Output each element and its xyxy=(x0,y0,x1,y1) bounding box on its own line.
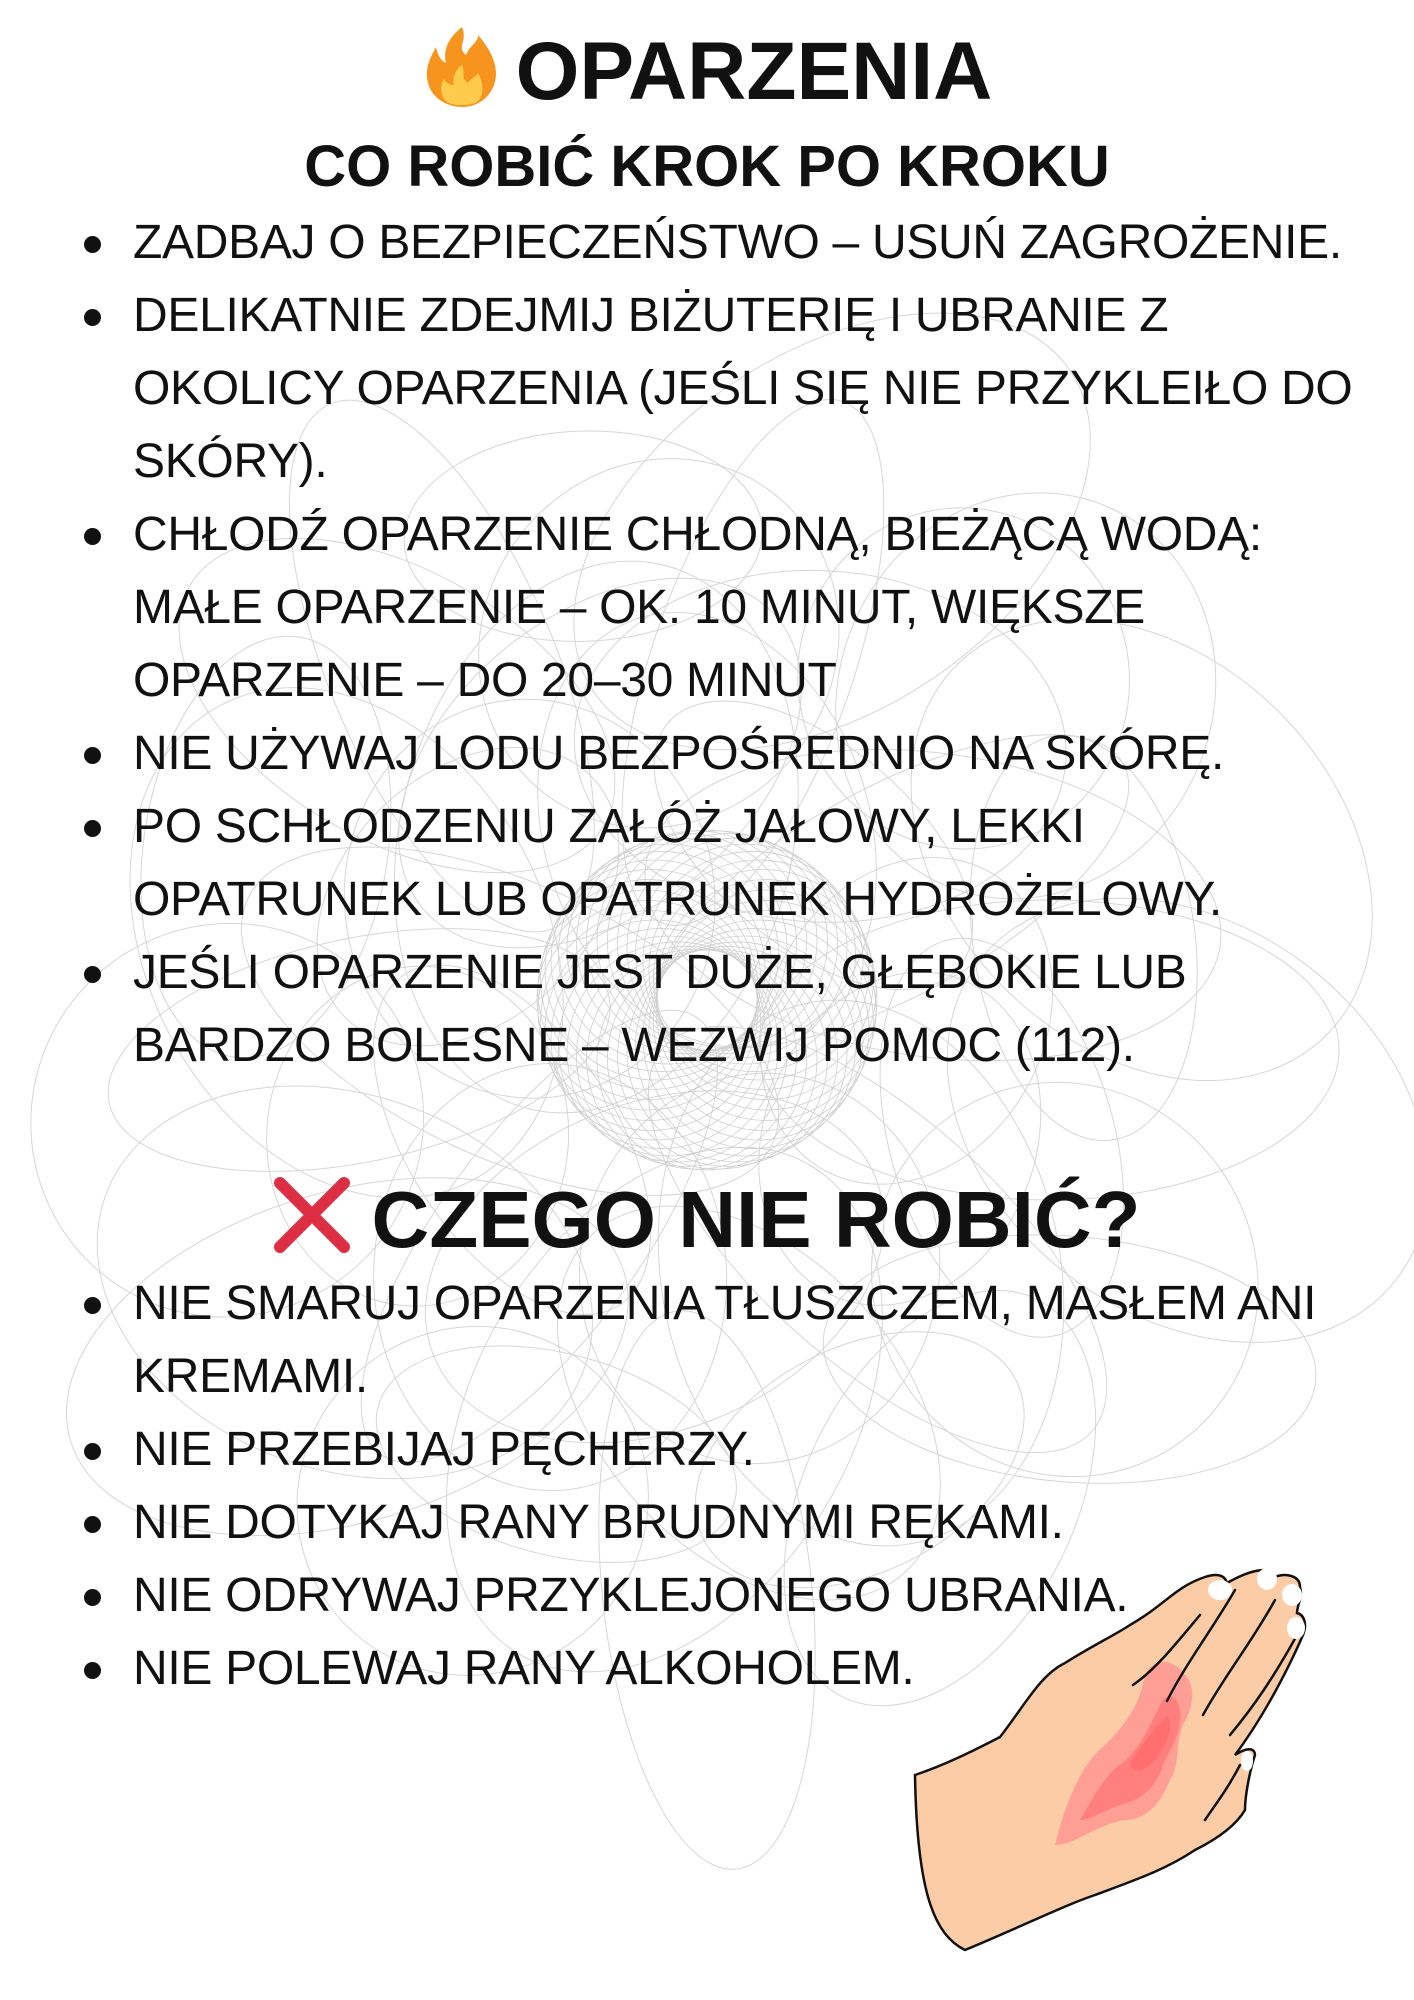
step-item xyxy=(0,206,1414,279)
donts-heading-text: CZEGO NIE ROBIĆ? xyxy=(371,1175,1141,1264)
bullet-icon xyxy=(84,528,101,545)
dont-item-line: NIE PRZEBIJAJ PĘCHERZY. xyxy=(133,1423,755,1476)
step-item-line: CHŁODŹ OPARZENIE CHŁODNĄ, BIEŻĄCĄ WODĄ: xyxy=(133,508,1262,561)
step-item xyxy=(0,790,1414,936)
steps-list xyxy=(0,206,1414,1082)
bullet-icon xyxy=(84,1297,101,1314)
bullet-icon xyxy=(84,820,101,837)
dont-item-line: KREMAMI. xyxy=(133,1350,368,1403)
dont-item-line: NIE POLEWAJ RANY ALKOHOLEM. xyxy=(133,1642,915,1695)
step-item-line: ZADBAJ O BEZPIECZEŃSTWO – USUŃ ZAGROŻENIE. xyxy=(133,216,1342,269)
fire-icon xyxy=(422,25,502,107)
bullet-icon xyxy=(84,1443,101,1460)
step-item xyxy=(0,717,1414,790)
cross-mark-icon xyxy=(274,1177,350,1253)
dont-item-line: NIE DOTYKAJ RANY BRUDNYMI RĘKAMI. xyxy=(133,1496,1064,1549)
dont-item xyxy=(0,1413,1414,1486)
step-item xyxy=(0,279,1414,498)
step-item-line: PO SCHŁODZENIU ZAŁÓŻ JAŁOWY, LEKKI xyxy=(133,800,1085,853)
step-item-line: OKOLICY OPARZENIA (JEŚLI SIĘ NIE PRZYKLEIŁO DO xyxy=(133,362,1353,415)
bullet-icon xyxy=(84,1589,101,1606)
dont-item xyxy=(0,1486,1414,1559)
steps-heading: CO ROBIĆ KROK PO KROKU xyxy=(304,134,1110,199)
step-item-line: JEŚLI OPARZENIE JEST DUŻE, GŁĘBOKIE LUB xyxy=(133,946,1187,999)
donts-heading xyxy=(0,1170,1414,1270)
bullet-icon xyxy=(84,1662,101,1679)
bullet-icon xyxy=(84,236,101,253)
bullet-icon xyxy=(84,309,101,326)
dont-item-line: NIE ODRYWAJ PRZYKLEJONEGO UBRANIA. xyxy=(133,1569,1129,1622)
bullet-icon xyxy=(84,747,101,764)
dont-item-line: NIE SMARUJ OPARZENIA TŁUSZCZEM, MASŁEM ANI xyxy=(133,1277,1317,1330)
dont-item xyxy=(0,1267,1414,1413)
step-item-line: MAŁE OPARZENIE – OK. 10 MINUT, WIĘKSZE xyxy=(133,581,1145,634)
title-text: OPARZENIA xyxy=(515,26,993,117)
step-item-line: OPARZENIE – DO 20–30 MINUT xyxy=(133,654,837,707)
bullet-icon xyxy=(84,966,101,983)
step-item-line: DELIKATNIE ZDEJMIJ BIŻUTERIĘ I UBRANIE Z xyxy=(133,289,1169,342)
step-item-line: NIE UŻYWAJ LODU BEZPOŚREDNIO NA SKÓRĘ. xyxy=(133,727,1225,780)
burned-hand-illustration xyxy=(905,1565,1365,1965)
step-item-line: SKÓRY). xyxy=(133,435,328,488)
bullet-icon xyxy=(84,1516,101,1533)
step-item xyxy=(0,936,1414,1082)
page-title xyxy=(0,22,1414,122)
step-item-line: BARDZO BOLESNE – WEZWIJ POMOC (112). xyxy=(133,1019,1135,1072)
step-item-line: OPATRUNEK LUB OPATRUNEK HYDROŻELOWY. xyxy=(133,873,1222,926)
step-item xyxy=(0,498,1414,717)
